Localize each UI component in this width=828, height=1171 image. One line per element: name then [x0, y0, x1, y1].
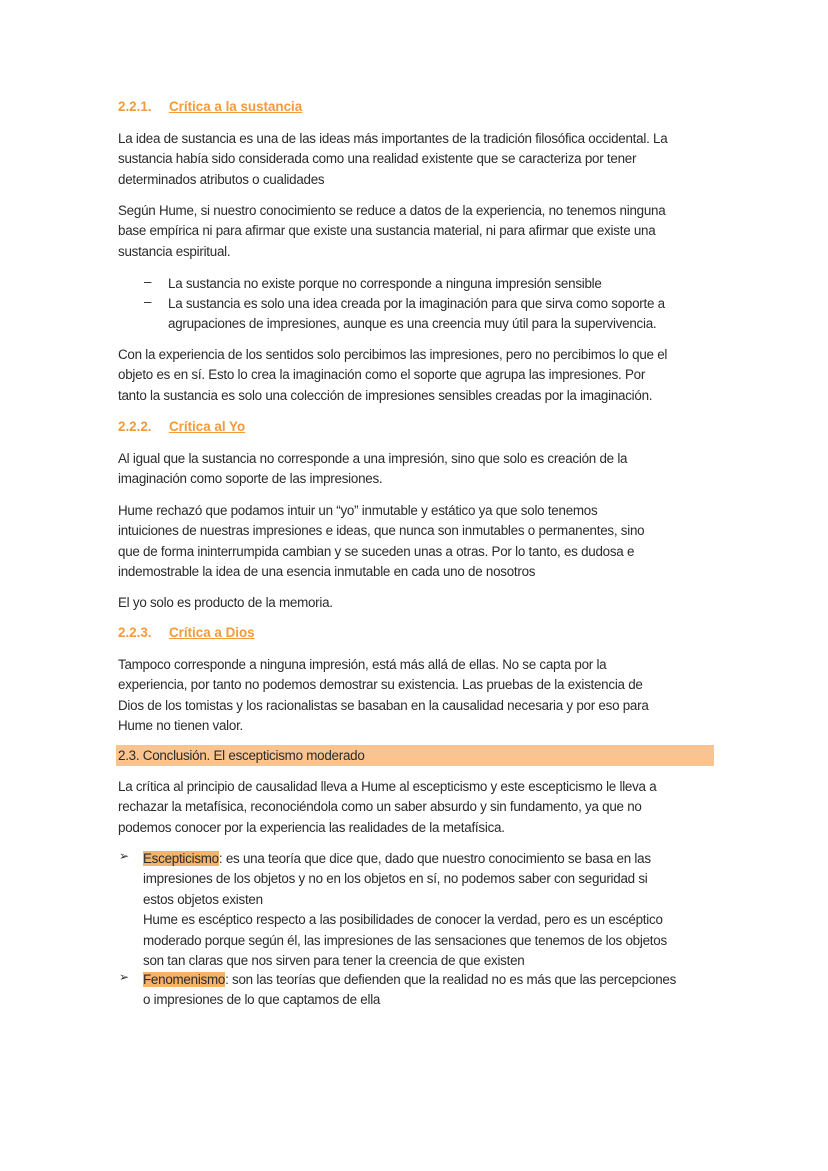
- text-line: [143, 849, 718, 869]
- heading-critica-sustancia: [118, 97, 718, 117]
- text-line: agrupaciones de impresiones, aunque es una creencia muy útil para la supervivencia.: [168, 316, 657, 332]
- text-line: La crítica al principio de causalidad lleva a Hume al escepticismo y este escepticismo le lleva a: [118, 779, 657, 794]
- text-line: sustancia espiritual.: [118, 243, 231, 259]
- text-line: estos objetos existen: [143, 891, 263, 907]
- text-line: intuiciones de nuestras impresiones e ideas, que nunca son inmutables o permanentes, sino: [118, 523, 645, 539]
- heading-conclusion: 2.3. Conclusión. El escepticismo moderado: [116, 745, 714, 766]
- text-line: Dios de los tomistas y los racionalistas se basaban en la causalidad necesaria y por eso para: [118, 697, 649, 713]
- paragraph: [118, 345, 718, 406]
- text-line: Según Hume, si nuestro conocimiento se reduce a datos de la experiencia, no tenemos ninguna: [118, 203, 666, 218]
- text-line: determinados atributos o cualidades: [118, 171, 325, 187]
- text-line: [143, 970, 718, 990]
- dash-bullet-icon: –: [144, 294, 152, 309]
- paragraph: [118, 655, 718, 737]
- text-line: experiencia, por tanto no podemos demostrar su existencia. Las pruebas de la existencia de: [118, 677, 643, 693]
- text-line: o impresiones de lo que captamos de ella: [143, 992, 381, 1008]
- list-item: [144, 274, 718, 294]
- text-line: La idea de sustancia es una de las ideas más importantes de la tradición filosófica occidental. La: [118, 131, 668, 146]
- text-line: base empírica ni para afirmar que existe una sustancia material, ni para afirmar que existe una: [118, 223, 656, 239]
- text-line: Con la experiencia de los sentidos solo percibimos las impresiones, pero no percibimos lo que el: [118, 347, 668, 362]
- heading-critica-dios: [118, 623, 718, 643]
- text-line: objeto es en sí. Esto lo crea la imaginación como el soporte que agrupa las impresiones. Por: [118, 367, 646, 383]
- text-line: son tan claras que nos sirven para tener la creencia de que existen: [143, 952, 525, 968]
- arrow-bullet-icon: ➢: [119, 970, 130, 984]
- heading-number: 2.2.3.: [118, 625, 152, 640]
- highlighted-term: Escepticismo: [143, 851, 219, 866]
- heading-title: Crítica a Dios: [169, 625, 255, 640]
- paragraph: [118, 201, 718, 262]
- text-line: Al igual que la sustancia no corresponde a una impresión, sino que solo es creación de la: [118, 451, 628, 466]
- heading-number: 2.2.1.: [118, 99, 152, 114]
- paragraph: [118, 777, 718, 838]
- highlighted-term: Fenomenismo: [143, 972, 226, 987]
- term-definition: : es una teoría que dice que, dado que nuestro conocimiento se basa en las: [218, 851, 651, 866]
- text-line: El yo solo es producto de la memoria.: [118, 595, 333, 610]
- paragraph: [118, 129, 718, 190]
- text-line: La sustancia no existe porque no corresponde a ninguna impresión sensible: [168, 276, 602, 291]
- term-definition: : son las teorías que defienden que la realidad no es más que las percepciones: [225, 972, 677, 987]
- text-line: indemostrable la idea de una esencia inmutable en cada uno de nosotros: [118, 564, 536, 580]
- dash-bullet-icon: –: [144, 274, 152, 289]
- text-line: Hume rechazó que podamos intuir un “yo” inmutable y estático ya que solo tenemos: [118, 503, 598, 518]
- text-line: moderado porque según él, las impresiones de las sensaciones que tenemos de los objetos: [143, 932, 667, 948]
- text-line: podemos conocer por la experiencia las realidades de la metafísica.: [118, 819, 505, 835]
- text-line: Hume no tienen valor.: [118, 718, 244, 734]
- text-line: La sustancia es solo una idea creada por la imaginación para que sirva como soporte a: [168, 296, 665, 311]
- heading-title: Crítica a la sustancia: [169, 99, 303, 114]
- text-line: rechazar la metafísica, reconociéndola como un saber absurdo y sin fundamento, ya que no: [118, 799, 642, 815]
- text-line: Hume es escéptico respecto a las posibilidades de conocer la verdad, pero es un escéptico: [143, 912, 663, 928]
- list-item: [144, 294, 718, 335]
- arrow-bullet-icon: ➢: [119, 849, 130, 863]
- heading-critica-yo: [118, 417, 718, 437]
- term-list-item: [119, 970, 718, 1011]
- text-line: sustancia había sido considerada como una realidad existente que se caracteriza por tener: [118, 151, 637, 167]
- heading-number: 2.2.2.: [118, 419, 152, 434]
- paragraph: [118, 501, 718, 583]
- heading-title: Crítica al Yo: [169, 419, 246, 434]
- paragraph: [118, 449, 718, 490]
- text-line: tanto la sustancia es solo una colección de impresiones sensibles creadas por la imaginación.: [118, 387, 653, 403]
- term-list-item: [119, 849, 718, 971]
- text-line: que de forma ininterrumpida cambian y se suceden unas a otras. Por lo tanto, es dudosa e: [118, 543, 635, 559]
- text-line: impresiones de los objetos y no en los objetos en sí, no podemos saber con seguridad si: [143, 871, 648, 887]
- text-line: Tampoco corresponde a ninguna impresión, está más allá de ellas. No se capta por la: [118, 657, 607, 672]
- paragraph: [118, 593, 718, 613]
- text-line: imaginación como soporte de las impresiones.: [118, 471, 383, 487]
